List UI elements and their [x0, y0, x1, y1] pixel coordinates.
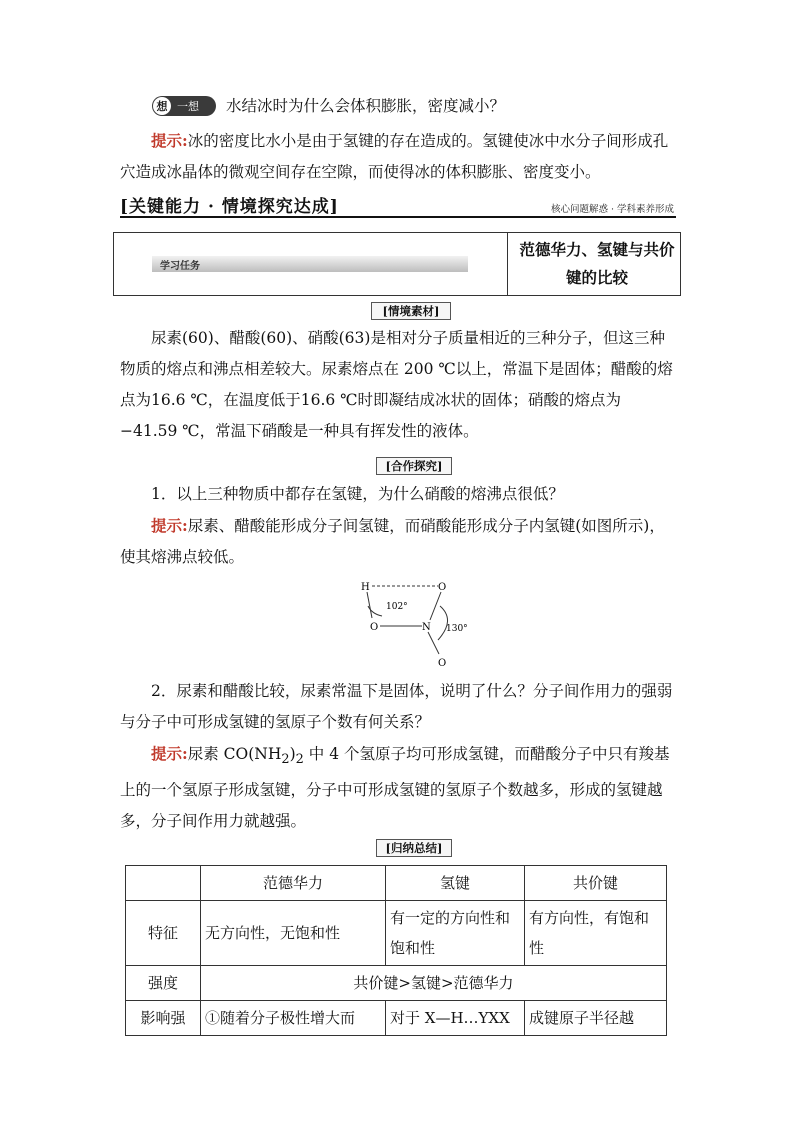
angle-label-2: 130° [446, 624, 468, 634]
think-hint [120, 125, 676, 188]
question-1: 1．以上三种物质中都存在氢键，为什么硝酸的熔沸点很低？ [151, 485, 564, 503]
table-cell: 有方向性，有饱和性 [525, 901, 667, 966]
n-o-top-bond [430, 592, 441, 620]
hint-1-label: 提示: [151, 516, 188, 535]
row-label: 影响强 [126, 1001, 201, 1036]
table-cell: 无方向性，无饱和性 [201, 901, 386, 966]
hint-2-text: 中 4 个氢原子均可形成氢键，而醋酸分子中只有羧基上的一个氢原子形成氢键，分子中可形成氢键的氢原子个数越多，形成的氢键越多，分子间作用力就越强。 [120, 745, 670, 831]
table-row [126, 966, 667, 1001]
think-badge-char: 想 [153, 97, 171, 115]
table-row [126, 901, 667, 966]
header-cell: 范德华力 [201, 866, 386, 901]
atom-o-top: O [438, 582, 447, 593]
row-label: 特征 [126, 901, 201, 966]
table-cell: 共价键>氢键>范德华力 [201, 966, 667, 1001]
table-cell: 有一定的方向性和饱和性 [386, 901, 525, 966]
think-badge [152, 96, 216, 116]
hint-2-sub: 2 [281, 752, 290, 768]
header-cell: 共价键 [525, 866, 667, 901]
task-label: 学习任务 [160, 261, 200, 272]
section-title: [关键能力 · 情境探究达成] [120, 197, 339, 217]
table-header-row [126, 866, 667, 901]
hint-2-label: 提示: [151, 744, 188, 763]
hint-label: 提示: [151, 131, 188, 150]
angle-arc-2 [438, 606, 448, 640]
n-o-bottom-bond [428, 632, 439, 654]
comparison-table [125, 865, 667, 1036]
summary-label: [归纳总结] [376, 839, 452, 857]
row-label: 强度 [126, 966, 201, 1001]
task-title: 范德华力、氢键与共价键的比较 [519, 240, 675, 287]
hint-2-mid: ) [289, 745, 296, 763]
hint-2-pre: 尿素 CO(NH [187, 745, 282, 763]
hint-1 [120, 510, 676, 573]
explore-label: [合作探究] [376, 457, 452, 475]
header-cell [126, 866, 201, 901]
task-box [113, 232, 681, 296]
hint-2-sub2: 2 [295, 752, 304, 768]
atom-n: N [422, 622, 431, 633]
material-label: [情境素材] [371, 302, 451, 320]
section-divider [120, 216, 676, 218]
atom-o-bottom: O [438, 658, 447, 669]
angle-label-1: 102° [386, 602, 408, 612]
table-cell: 对于 X—H…YXX [386, 1001, 525, 1036]
question-2: 2．尿素和醋酸比较，尿素常温下是固体，说明了什么？分子间作用力的强弱与分子中可形成氢键的氢原子个数有何关系？ [120, 682, 673, 731]
think-question: 水结冰时为什么会体积膨胀，密度减小？ [226, 97, 506, 115]
think-hint-text: 冰的密度比水小是由于氢键的存在造成的。氢键使冰中水分子间形成孔穴造成冰晶体的微观空间存在空隙，而使得冰的体积膨胀、密度变小。 [120, 132, 669, 181]
atom-o-left: O [370, 622, 379, 633]
material-text: 尿素(60)、醋酸(60)、硝酸(63)是相对分子质量相近的三种分子，但这三种物质的熔点和沸点相差较大。尿素熔点在 200 ℃以上，常温下是固体；醋酸的熔点为16.6 ℃，在温度低于16.6 ℃时即凝结成冰状的固体；硝酸的熔点为 −41.59 ℃，常温下硝酸是一种具有挥发性的液体。 [120, 329, 673, 440]
h-o-bond [367, 592, 372, 618]
atom-h: H [361, 582, 370, 593]
table-cell: 成键原子半径越 [525, 1001, 667, 1036]
header-cell: 氢键 [386, 866, 525, 901]
table-row [126, 1001, 667, 1036]
table-cell: ①随着分子极性增大而 [201, 1001, 386, 1036]
task-divider [507, 233, 508, 295]
section-subtitle: 核心问题解惑 · 学科素养形成 [550, 204, 674, 215]
think-badge-text: 一想 [177, 100, 199, 113]
hint-2 [120, 738, 676, 837]
nitric-acid-diagram [350, 574, 480, 670]
hint-1-text: 尿素、醋酸能形成分子间氢键，而硝酸能形成分子内氢键(如图所示)，使其熔沸点较低。 [120, 517, 665, 566]
